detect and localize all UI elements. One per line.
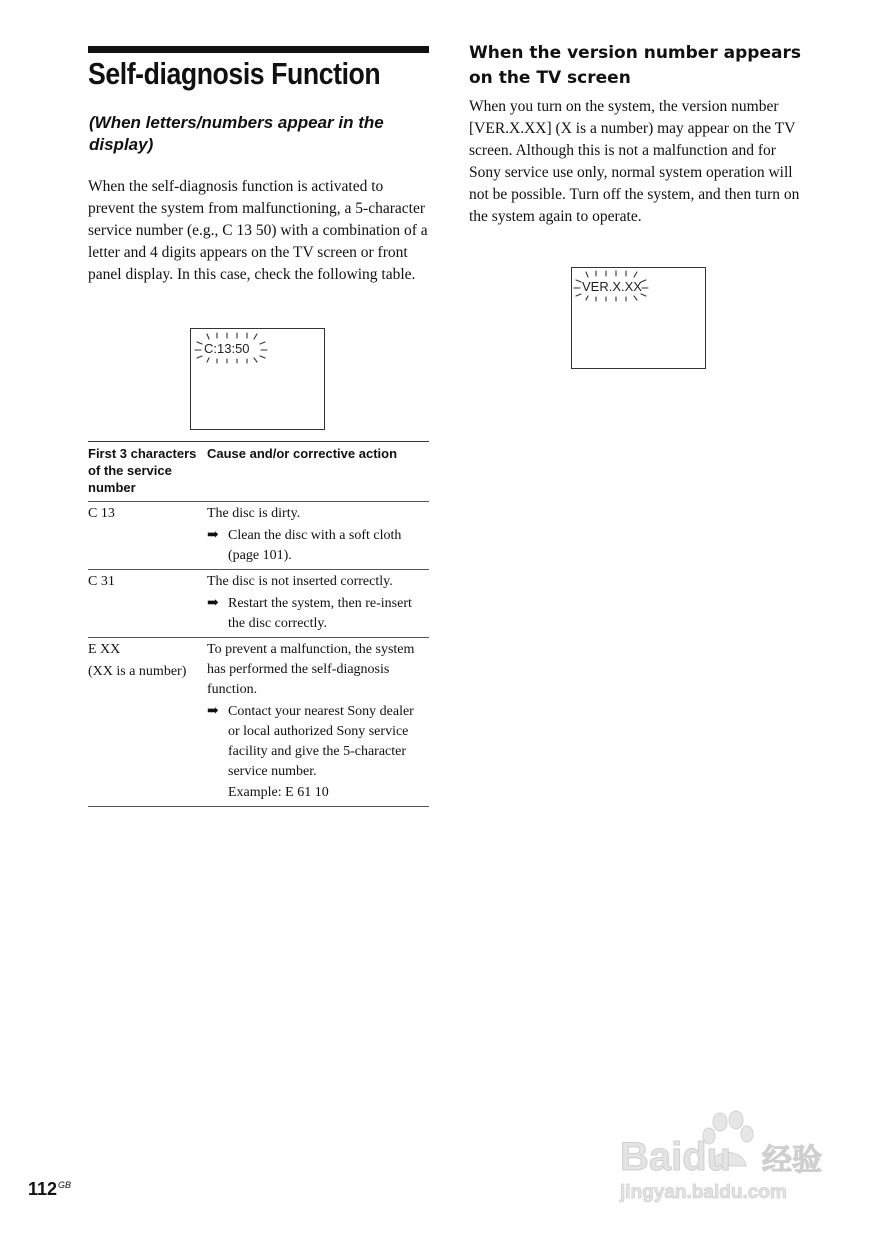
service-number-display-illustration — [190, 328, 325, 430]
row-code: C 31 — [88, 574, 115, 589]
table-header-row — [88, 442, 429, 502]
service-number-code: C:13:50 — [204, 341, 250, 356]
row-action-text: Clean the disc with a soft cloth (page 101). — [228, 528, 402, 563]
row-action-text: Restart the system, then re-insert the disc correctly. — [228, 596, 412, 631]
row-cause: The disc is not inserted correctly. — [207, 574, 393, 589]
row-code-cell — [88, 502, 207, 570]
row-cause: To prevent a malfunction, the system has performed the self-diagnosis function. — [207, 642, 415, 697]
page-number-suffix: GB — [58, 1180, 72, 1190]
row-action-cell — [207, 570, 429, 638]
section-subtitle: (When letters/numbers appear in the display) — [89, 113, 384, 154]
intro-paragraph: When the self-diagnosis function is activated to prevent the system from malfunctioning, a 5-character service number (e.g., C 13 50) with a combination of a letter and 4 digits appears on the TV screen or front panel display. In this case, check the following table. — [88, 178, 428, 283]
watermark-brand: Baidu — [620, 1135, 732, 1179]
row-action — [207, 702, 419, 782]
row-action-cell — [207, 638, 429, 807]
row-action-text: Contact your nearest Sony dealer or local authorized Sony service facility and give the 5-character service number. — [228, 704, 414, 779]
service-number-table — [88, 441, 429, 807]
watermark-url: jingyan.baidu.com — [620, 1182, 787, 1203]
column-header-action: Cause and/or corrective action — [207, 442, 429, 502]
row-code-cell — [88, 638, 207, 807]
watermark-glyph: 经验 — [762, 1143, 822, 1178]
row-code-cell — [88, 570, 207, 638]
row-code: E XX — [88, 642, 121, 657]
table-row — [88, 570, 429, 638]
row-example: Example: E 61 10 — [228, 785, 329, 800]
version-heading: When the version number appears on the TV screen — [469, 43, 801, 88]
page-number — [28, 1179, 71, 1200]
arrow-right-icon: ➡ — [207, 596, 219, 611]
table-row — [88, 638, 429, 807]
row-code: C 13 — [88, 506, 115, 521]
row-action — [207, 594, 429, 634]
column-header-code: First 3 characters of the service number — [88, 442, 207, 502]
row-code-note: (XX is a number) — [88, 664, 187, 679]
row-cause: The disc is dirty. — [207, 506, 301, 521]
title-rule — [88, 46, 429, 53]
page-number-value: 112 — [28, 1179, 58, 1199]
version-display-illustration — [571, 267, 706, 369]
watermark-logo — [612, 1108, 832, 1208]
arrow-right-icon: ➡ — [207, 704, 219, 719]
version-code: VER.X.XX — [582, 279, 642, 294]
version-paragraph: When you turn on the system, the version number [VER.X.XX] (X is a number) may appear on the TV screen. Although this is not a malfunction and for Sony service use only, normal system operation will not be possible. Turn off the system, and then turn on the system again to operate. — [469, 98, 800, 225]
page-title: Self-diagnosis Function — [88, 56, 381, 91]
arrow-right-icon: ➡ — [207, 528, 219, 543]
row-action — [207, 526, 429, 566]
table-row — [88, 502, 429, 570]
row-action-cell — [207, 502, 429, 570]
